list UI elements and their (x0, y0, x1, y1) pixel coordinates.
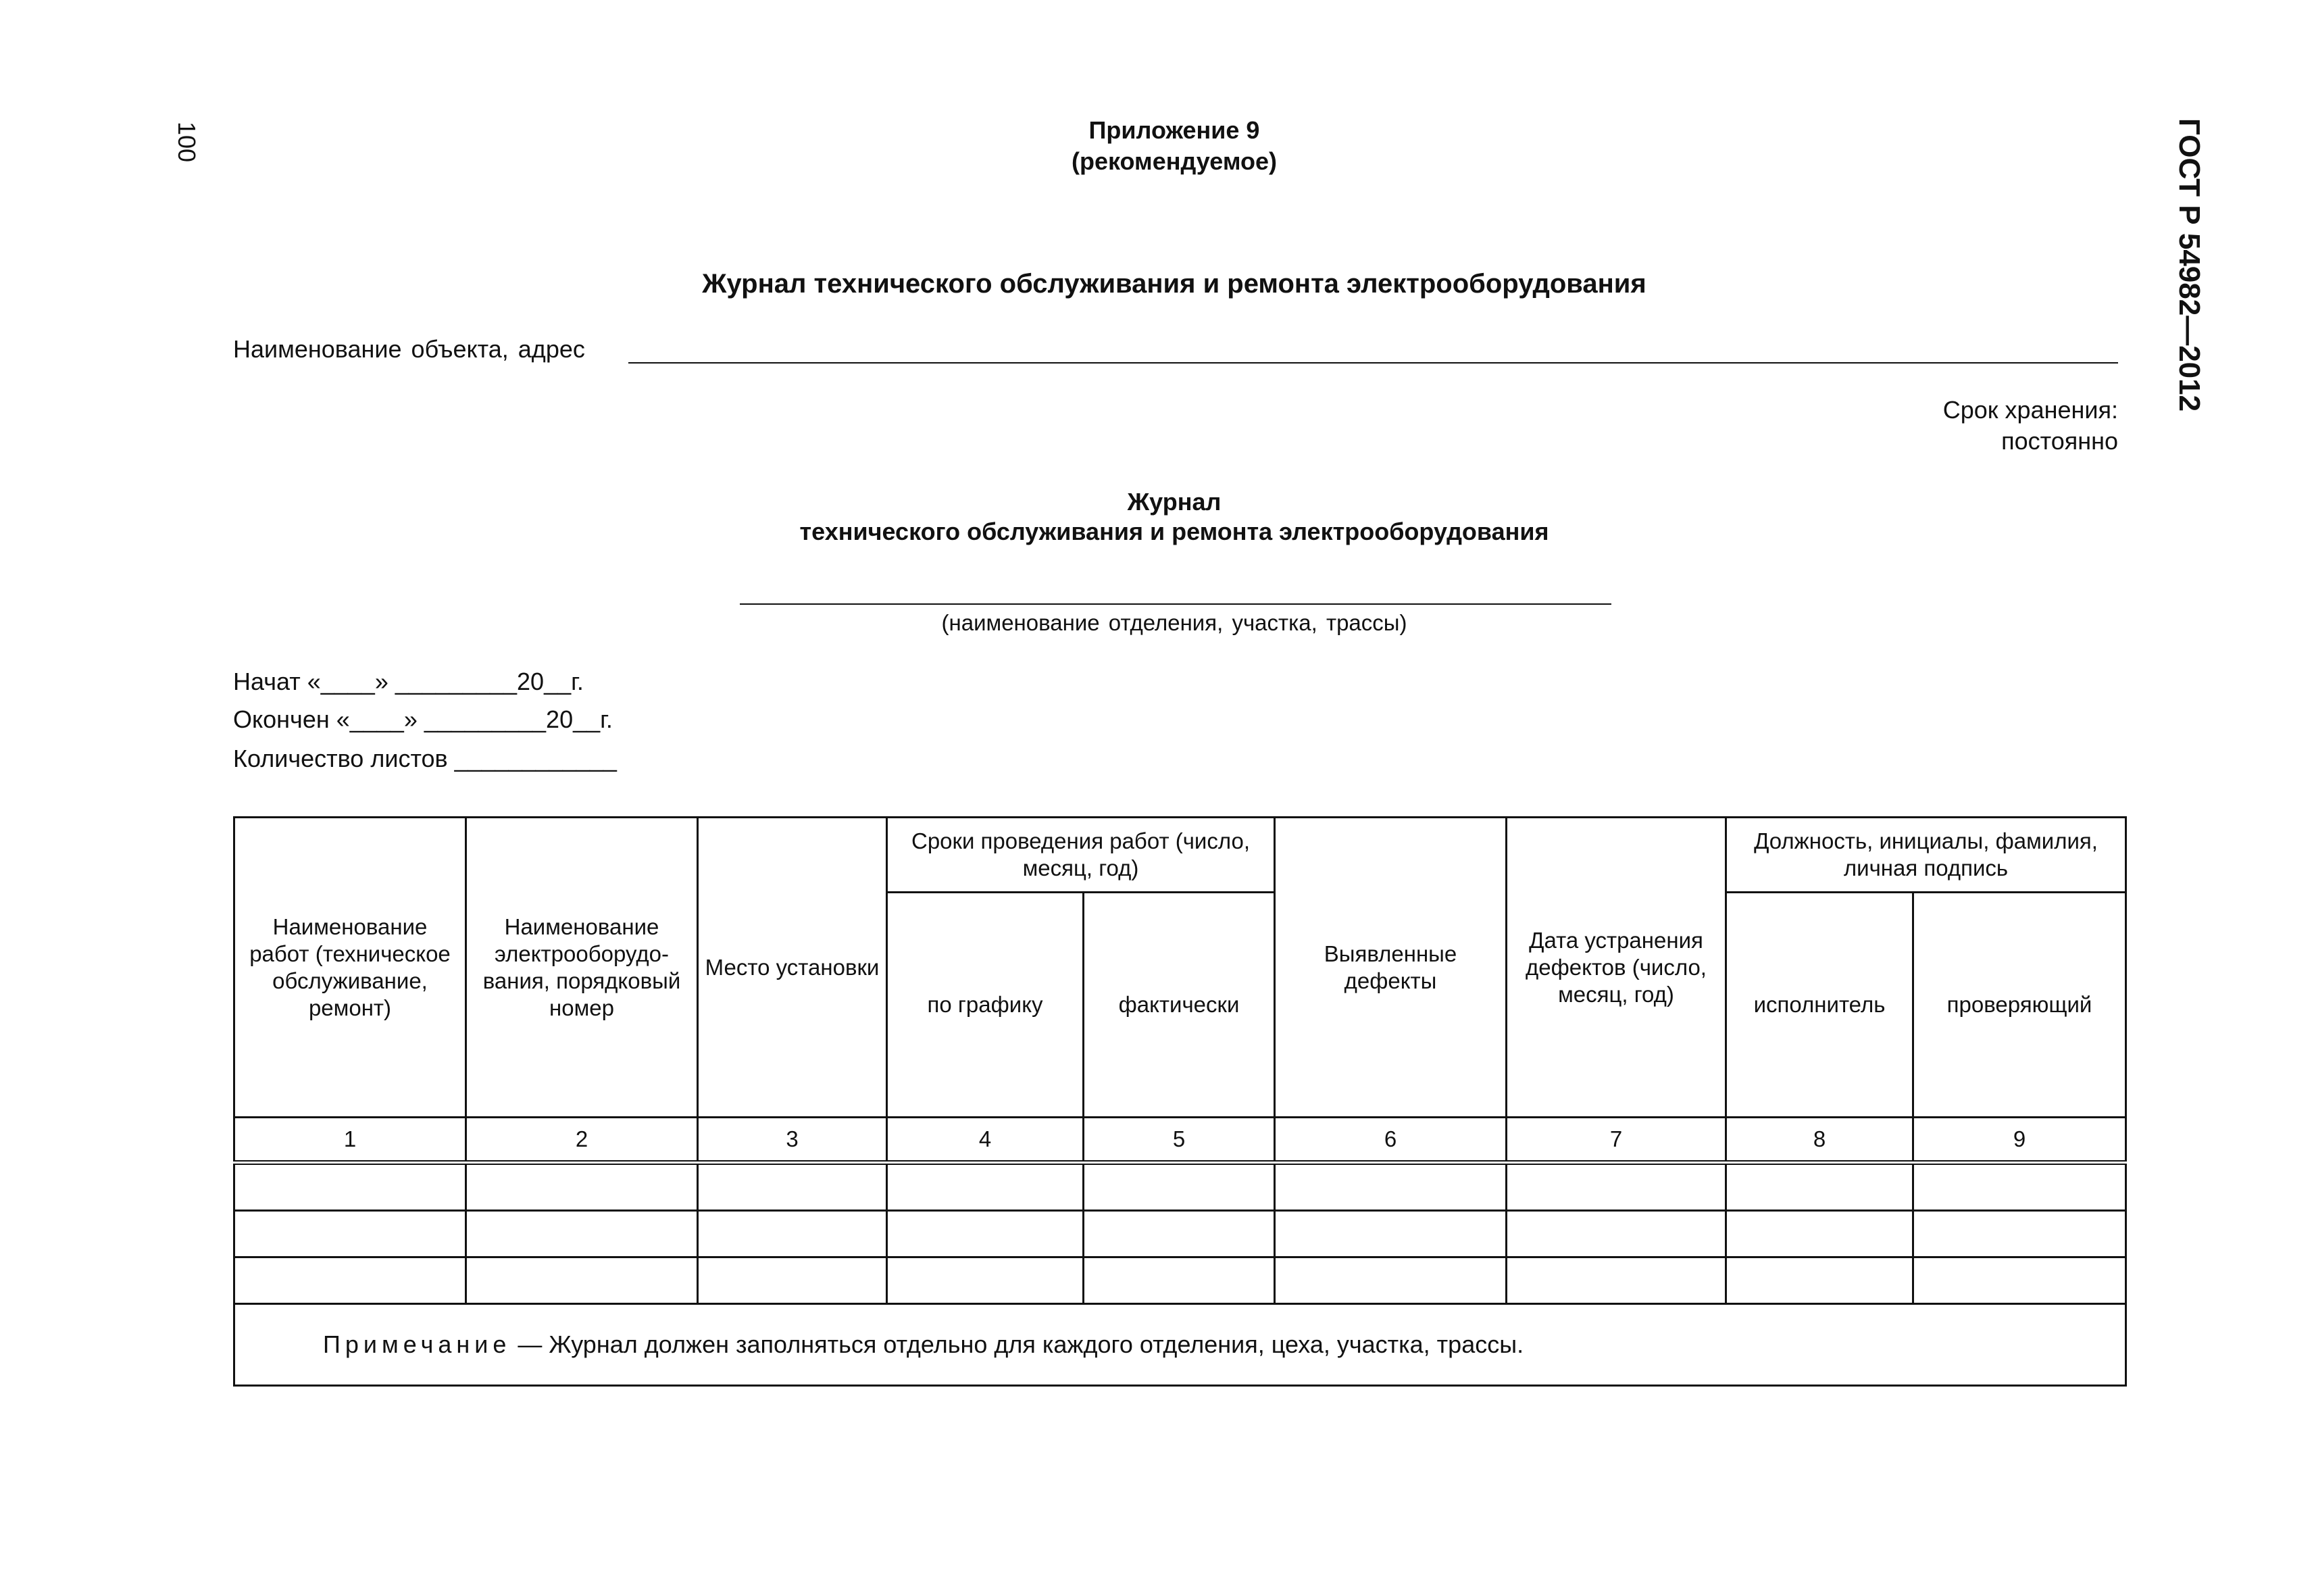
table-cell (698, 1257, 887, 1304)
header-work-name: Наименование работ (техническое обслуживание, ремонт) (234, 818, 466, 1118)
table-cell (887, 1211, 1084, 1257)
table-row (234, 1211, 2126, 1257)
department-line (740, 603, 1611, 605)
table-row (234, 1163, 2126, 1211)
table-note (234, 1304, 2126, 1386)
header-executor: исполнитель (1726, 893, 1913, 1118)
table-cell (1726, 1211, 1913, 1257)
journal-subtitle: технического обслуживания и ремонта электрооборудования (799, 518, 1549, 545)
table-cell (1913, 1257, 2126, 1304)
table-cell (466, 1211, 698, 1257)
table-cell (1507, 1163, 1726, 1211)
sheet-count: Количество листов ____________ (233, 745, 617, 772)
header-scheduled: по графику (887, 893, 1084, 1118)
header-equipment-name: Наименование электрооборудо-вания, порядковый номер (466, 818, 698, 1118)
table-cell (1913, 1163, 2126, 1211)
main-heading: Журнал технического обслуживания и ремонта электрооборудования (702, 269, 1646, 299)
table-cell (1084, 1211, 1275, 1257)
journal-table (233, 816, 2127, 1387)
table-cell (698, 1211, 887, 1257)
header-install-location: Место установки (698, 818, 887, 1118)
table-cell (234, 1163, 466, 1211)
table-header-row (234, 818, 2126, 893)
header-actual: фактически (1084, 893, 1275, 1118)
column-numbers-row (234, 1118, 2126, 1163)
table-cell (1084, 1163, 1275, 1211)
column-number: 4 (887, 1118, 1084, 1163)
table-cell (1913, 1211, 2126, 1257)
column-number: 3 (698, 1118, 887, 1163)
journal-title: Журнал (1127, 488, 1222, 516)
table-cell (1084, 1257, 1275, 1304)
table-note-row (234, 1304, 2126, 1386)
table-cell (234, 1257, 466, 1304)
table-row (234, 1257, 2126, 1304)
table-cell (466, 1163, 698, 1211)
storage-label: Срок хранения: (1942, 396, 2118, 424)
header-defect-fix-date: Дата устранения дефектов (число, месяц, год) (1507, 818, 1726, 1118)
ended-date: Окончен «____» _________20__г. (233, 705, 613, 733)
table-cell (1507, 1257, 1726, 1304)
table-cell (234, 1211, 466, 1257)
column-number: 9 (1913, 1118, 2126, 1163)
table-cell (1507, 1211, 1726, 1257)
header-persons-group: Должность, инициалы, фамилия, личная подпись (1726, 818, 2126, 893)
column-number: 2 (466, 1118, 698, 1163)
header-work-dates-group: Сроки проведения работ (число, месяц, год) (887, 818, 1275, 893)
standard-code: ГОСТ Р 54982—2012 (2173, 118, 2206, 412)
appendix-subtitle: (рекомендуемое) (1072, 147, 1277, 175)
object-address-field (233, 335, 2118, 369)
storage-value: постоянно (2001, 427, 2118, 455)
note-text: — Журнал должен заполняться отдельно для каждого отделения, цеха, участка, трассы. (511, 1330, 1524, 1358)
table-cell (887, 1163, 1084, 1211)
column-number: 7 (1507, 1118, 1726, 1163)
started-date: Начат «____» _________20__г. (233, 668, 584, 695)
storage-period (1943, 395, 2118, 457)
table-cell (1726, 1257, 1913, 1304)
table-cell (1726, 1163, 1913, 1211)
department-caption: (наименование отделения, участка, трассы) (941, 610, 1407, 635)
table-cell (466, 1257, 698, 1304)
object-address-line (628, 362, 2118, 364)
table-cell (698, 1163, 887, 1211)
column-number: 5 (1084, 1118, 1275, 1163)
table-cell (887, 1257, 1084, 1304)
object-address-label: Наименование объекта, адрес (233, 335, 585, 363)
table-cell (1275, 1257, 1507, 1304)
table-cell (1275, 1163, 1507, 1211)
appendix-title: Приложение 9 (1088, 116, 1260, 144)
column-number: 1 (234, 1118, 466, 1163)
page-number: 100 (173, 121, 201, 163)
header-defects-found: Выявленные дефекты (1275, 818, 1507, 1118)
note-lead: Примечание (323, 1330, 511, 1358)
column-number: 6 (1275, 1118, 1507, 1163)
column-number: 8 (1726, 1118, 1913, 1163)
header-inspector: проверяющий (1913, 893, 2126, 1118)
table-cell (1275, 1211, 1507, 1257)
